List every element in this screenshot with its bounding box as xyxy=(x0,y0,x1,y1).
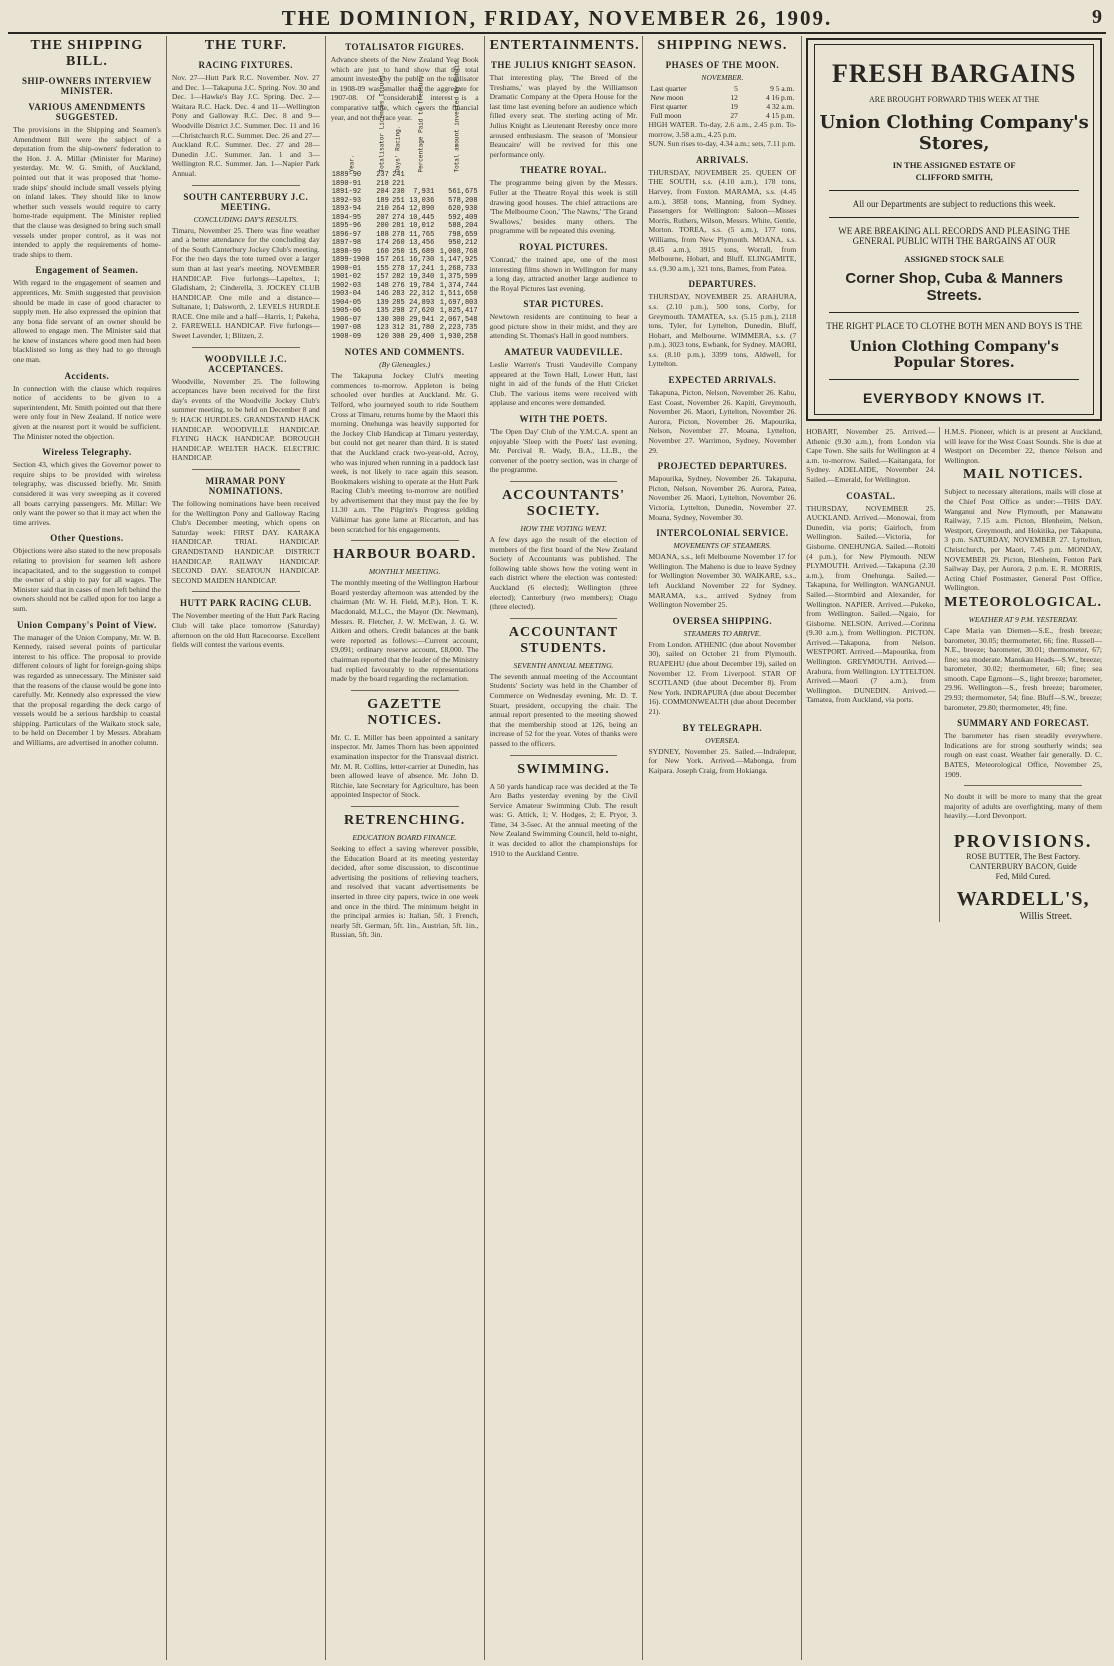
fixtures-heading: RACING FIXTURES. xyxy=(198,60,294,70)
south-canterbury-sub: CONCLUDING DAY'S RESULTS. xyxy=(193,214,299,224)
table-row xyxy=(331,333,479,342)
notes-body: The Takapuna Jockey Club's meeting commences to-morrow. Appleton is being schooled over hurdles at Auckland. Mr. G. Telford, who journeyed south to ride Southern Cross at Timaru, returns home by the Maori this morning. Onehunga was heavily supported for the Jockey Club Handicap at Timaru yesterday, but could not get nearer than third. It is stated that the Auckland crack two-year-old, Acroy, who was injured when running in a paddock last week, is not likely to race again this season. Bookmakers wishing to operate at the Hutt Park Racing Club's meeting to-morrow are notified by advertisement that they must pay the fee by 11.30 a.m. The Pilgrim's Progress gelding Valkimar has gone lame at Riccarton, and has been scratched for his engagements. xyxy=(330,371,479,534)
mail-notices-body: Subject to necessary alterations, mails will close at the Chief Post Office as under:—THIS DAY. Wanganui and New Plymouth, per Manawatu Railway, 7.15 a.m. Picton, Blenheim, Nelson, Westport, Greymouth, and Hokitika, per Takapuna, 3 p.m. SATURDAY, NOVEMBER 27. Lyttelton, Christchurch, per Maori, 7.45 p.m. MONDAY, NOVEMBER 29. Picton, Blenheim, Fenton Park Sailway Day, per Aurora, 2 p.m. E. R. MORRIS, Acting Chief Postmaster, General Post Office, Wellington. xyxy=(944,487,1103,593)
table-cell: 298 xyxy=(392,307,405,316)
summary-body: The barometer has risen steadily everywhere. Indications are for strong southerly winds; sea rough on east coast. Weather fair generally. D. C. BATES, Meteorological Office, November 25, 1909. xyxy=(944,731,1103,779)
totalisator-intro: Advance sheets of the New Zealand Year Book which are just to hand show that the total amount invested by the public on the totalisator in 1908-09 was smaller than the aggregate for 1907-08. Of considerable interest is a comparative table, which covers the financial year, and not the race year. xyxy=(330,55,479,122)
shipping-bill-body2: With regard to the engagement of seamen and apprentices, Mr. Smith suggested that provision should be made in case of good character to supply men. He also expressed the opinion that any bona fide servant of an owner should be allowed to engage men. The Minister said that he knew of instances where good men had been blacklisted so long as they had to go through one man. xyxy=(13,278,161,365)
table-cell xyxy=(435,180,478,189)
shipping-bill-sub3: Engagement of Seamen. xyxy=(35,265,139,276)
gazette-heading: GAZETTE NOTICES. xyxy=(367,696,442,728)
moon-row xyxy=(648,93,796,102)
notices-right xyxy=(940,427,1102,922)
swimming-heading: SWIMMING. xyxy=(517,761,610,777)
table-cell: 15,689 xyxy=(409,247,435,256)
swimming-body: A 50 yards handicap race was decided at the Te Aro Baths yesterday evening by the Civil Service Amateur Swimming Club. The result was: G. Attick, 1; V. Hodges, 2; E. Pryor, 3. Time, 34 3-5sec. At the annual meeting of the New Zealand Swimming Council, held to-night, it was decided to allot the championships for 1910 to the Auckland Centre. xyxy=(489,781,638,858)
oversea-heading: OVERSEA SHIPPING. xyxy=(672,615,773,626)
table-cell: 285 xyxy=(392,298,405,307)
table-cell: 282 xyxy=(392,273,405,282)
provisions-line-3: Fed, Mild Cured. xyxy=(995,872,1051,881)
table-cell: 1902-03 xyxy=(331,281,362,290)
julius-knight-heading: THE JULIUS KNIGHT SEASON. xyxy=(490,60,637,70)
miramar-body: The following nominations have been received for the Wellington Pony and Galloway Racing Club's December meeting, which opens on Saturday week: FIRST DAY. KARAKA HANDICAP. TRIAL HANDICAP. GRANDSTAND HANDICAP. DISTRICT HANDICAP. RAILWAY HANDICAP. SECOND DAY. SEATOUN HANDICAP. SECOND MAIDEN HANDICAP. xyxy=(171,499,320,585)
column-entertainments xyxy=(485,36,644,1660)
table-row xyxy=(331,307,479,316)
shipping-bill-sub4: Accidents. xyxy=(64,370,110,381)
south-canterbury-body: Timaru, November 25. There was fine weather and a better attendance for the concluding day of the South Canterbury Jockey Club's meeting. For the two days the tote turned over a larger sum than at last year's meeting. NOVEMBER HANDICAP. Five furlongs—Lapeltex, 1; Gladisham, 2; Cinderella, 3. JOCKEY CLUB HANDICAP. One mile and a distance—Sultanate, 1; Dalsworth, 2. LEVELS HURDLE RACE. One mile and a half—Harris, 1; Pakeha, 2. FAREWELL HANDICAP. Five furlongs—Sweet Lavender, 1; Blitzen, 2. xyxy=(171,225,320,341)
pioneer-body: H.M.S. Pioneer, which is at present at Auckland, will leave for the West Coast Sounds. She is due at Westport on December 22, thence Nelson and Wellington. xyxy=(944,427,1103,465)
notices-left xyxy=(806,427,940,922)
table-cell: 174 xyxy=(376,239,389,248)
accountants-body: A few days ago the result of the election of members of the first board of the New Zealand Society of Accountants was published. The following table shows how the voting went in each district where the election was contested: Auckland (6 elected); Wellington (three elected); Canterbury (two members); Otago (three elected). xyxy=(489,535,638,612)
table-cell: 1898-99 xyxy=(331,247,362,256)
shipping-bill-sub7: Union Company's Point of View. xyxy=(17,619,157,630)
table-cell: 13,456 xyxy=(409,239,435,248)
moon-row xyxy=(648,102,796,111)
table-cell: 10,445 xyxy=(409,213,435,222)
miramar-heading: MIRAMAR PONY NOMINATIONS. xyxy=(205,476,286,496)
table-cell: 1,930,258 xyxy=(439,332,478,341)
advert-departments: All our Departments are subject to reductions this week. xyxy=(852,199,1056,209)
shipping-bill-body5: Objections were also stated to the new proposals relating to provision for seamen left ashore incapacitated, and to the suggestion to compel the owner of a ship to pay for all wages. The Minister said that in cases of men left behind the owners should not be called upon for too large a sum. xyxy=(13,546,161,613)
table-cell: 157 xyxy=(376,273,389,282)
moon-table xyxy=(648,84,796,120)
totalisator-heading: TOTALISATOR FIGURES. xyxy=(345,42,465,52)
table-row xyxy=(331,231,479,240)
advert-store-name-2: Union Clothing Company's Popular Stores. xyxy=(849,339,1059,371)
union-clothing-advert xyxy=(806,38,1102,421)
table-cell: 283 xyxy=(392,290,405,299)
table-cell: 22,312 xyxy=(409,290,435,299)
masthead xyxy=(8,4,1106,34)
intercolonial-sub: MOVEMENTS OF STEAMERS. xyxy=(673,541,772,551)
moon-cell: Full moon xyxy=(650,111,682,120)
advert-divider xyxy=(829,312,1079,313)
table-cell: 620,930 xyxy=(448,205,478,214)
moon-row xyxy=(648,111,796,120)
table-cell: 1,511,650 xyxy=(439,290,478,299)
star-pictures-heading: STAR PICTURES. xyxy=(523,299,604,310)
advert-estate-name: CLIFFORD SMITH, xyxy=(915,172,993,182)
sun-info: SUN. Sun rises to-day, 4.34 a.m.; sets, 7.11 p.m. xyxy=(648,139,796,149)
harbour-body: The monthly meeting of the Wellington Harbour Board yesterday afternoon was attended by the chairman (Mr. W. H. Field, M.P.), Hon. T. K. Macdonald, M.L.C., the Mayor (Dr. Newman), Messrs. R. Fletcher, J. W. McEwan, J. G. W. Aitken and others. Credit balances at the bank were reported as follows:—Current account, £9,091; ordinary reserve account, £8,000. The chairman reported that the leader of the Ministry had replied favourably to the representations made by the board regarding the reclamation. xyxy=(330,578,479,684)
column-advert-and-notices xyxy=(802,36,1106,1660)
column-shipping-news xyxy=(643,36,802,1660)
divider xyxy=(351,806,459,807)
coastal-body: THURSDAY, NOVEMBER 25. AUCKLAND. Arrived.—Monowai, from Dunedin, via ports; Gairloch, from Wellington. Sailed.—Victoria, for Gisborne. ONEHUNGA. Sailed.—Rotoiti (4 p.m.), for New Plymouth. NEW PLYMOUTH. Arrived.—Takapuna (2.30 a.m.), from Onehunga. Sailed.—Takapuna, for Wellington. WANGANUI. Sailed.—Stormbird and Alexander, for Wellington. NAPIER. Arrived.—Pukeko, from Wellington. Sailed.—Ngaio, for Gisborne. NELSON. Arrived.—Corinna (9.30 a.m.), from Wellington. PICTON. Arrived.—Takapuna, from Nelson. WESTPORT. Arrived.—Mapourika, from Wellington. GREYMOUTH. Arrived.—Arahura, from Wellington. LYTTELTON. Arrived.—Maori (7 a.m.), from Wellington. DUNEDIN. Arrived.—Tamatea, from Auckland, via ports. xyxy=(806,503,936,705)
shipping-bill-body3: In connection with the clause which requires notice of accidents to be given to a superintendent, Mr. Smith pointed out that there were only four in New Zealand. If notice were given at the nearest port it would be sufficient. The Minister noted the objection. xyxy=(13,383,161,441)
table-row xyxy=(331,299,479,308)
table-cell: 1904-05 xyxy=(331,298,362,307)
woodville-body: Woodville, November 25. The following acceptances have been received for the first day's events of the Woodville Jockey Club's summer meeting, to be held on December 8 and 9: HACK HURDLES. GRANDSTAND HACK HANDICAP. WOODVILLE HANDICAP. FLYING HACK HANDICAP. BOROUGH HANDICAP. WELTER HACK. ELECTRIC HANDICAP. xyxy=(171,376,320,463)
south-canterbury-heading: SOUTH CANTERBURY J.C. MEETING. xyxy=(183,191,309,212)
divider xyxy=(192,185,300,186)
table-body xyxy=(331,171,479,341)
oversea-body: From London. ATHENIC (due about November 30), sailed on October 21 from Plymouth. RUAPEHU (due about December 19), sailed on November 12. From Liverpool. STAR OF SCOTLAND (due about December 8). From New York. INDRAPURA (due about December 16). COMMONWEALTH (due about December 21). xyxy=(648,639,797,716)
table-row xyxy=(331,222,479,231)
shipping-bill-body6: The manager of the Union Company, Mr. W. B. Kennedy, raised several points of particular interest to his office. The proposal to provide different colours of light for foreign-going ships was regarded as unnecessary. The Minister said that the reasons of the clause would be gone into carefully. Mr. Kennedy also expressed the view that the proposal regarding the deck cargo of vessels would be a serious hardship to coastal shipping. Particulars of the Waikato stock sale, to be held on December 1 by Messrs. Abraham and Williams, are advertised in another column. xyxy=(13,632,161,748)
telegraph-sub: OVERSEA. xyxy=(705,735,740,745)
table-cell: 1,375,599 xyxy=(439,273,478,282)
hobart-body: HOBART, November 25. Arrived.—Athenic (9.30 a.m.), from London via Cape Town. She sails for Wellington at 4 a.m. to-morrow. Sailed.—Kaitangata, for Sydney. ADELAIDE, November 24. Sailed.—Emerald, for Wellington. xyxy=(806,427,936,484)
advert-store-name: Union Clothing Company's Stores, xyxy=(819,112,1089,154)
table-cell: 218 xyxy=(376,179,389,188)
table-cell: 210 xyxy=(376,205,389,214)
theatre-royal-heading: THEATRE ROYAL. xyxy=(520,165,607,176)
advert-right-place: THE RIGHT PLACE TO CLOTHE BOTH MEN AND BOYS IS THE xyxy=(826,321,1083,331)
advert-sale: ASSIGNED STOCK SALE xyxy=(904,254,1004,264)
table-cell: 278 xyxy=(392,264,405,273)
table-cell: 24,893 xyxy=(409,298,435,307)
accountants-sub: HOW THE VOTING WENT. xyxy=(520,524,607,533)
table-cell: 130 xyxy=(376,315,389,324)
table-header-row xyxy=(331,125,479,171)
columns xyxy=(8,36,1106,1660)
harbour-sub: MONTHLY MEETING. xyxy=(368,567,441,577)
table-cell: 148 xyxy=(376,281,389,290)
table-cell: 188 xyxy=(376,230,389,239)
turf-heading: THE TURF. xyxy=(204,38,287,53)
table-row xyxy=(331,197,479,206)
table-cell: 200 xyxy=(376,222,389,231)
julius-knight-body: That interesting play, 'The Breed of the Treshams,' was played by the Williamson Dramatic Company at the Opera House for the last time last evening before an audience which filled every seat. The sterling acting of Mr. Julius Knight as Lieutenant Reresby once more aroused enthusiasm. The season of 'Monsieur Beaucaire' will be revived for this one performance only. xyxy=(489,73,638,159)
royal-pictures-body: 'Conrad,' the trained ape, one of the most interesting films shown in Wellington for many a long day, attracted another large audience to the Royal Pictures last evening. xyxy=(489,254,638,293)
divider xyxy=(351,690,459,691)
table-row xyxy=(331,324,479,333)
table-row xyxy=(331,273,479,282)
table-cell: 1894-95 xyxy=(331,213,362,222)
table-cell: 1,147,925 xyxy=(439,256,478,265)
harbour-heading: HARBOUR BOARD. xyxy=(333,547,477,563)
table-cell: 250 xyxy=(392,247,405,256)
table-cell: 1889-90 xyxy=(331,171,362,180)
advert-divider xyxy=(829,379,1079,380)
table-cell: 1,697,803 xyxy=(439,298,478,307)
table-cell: 561,675 xyxy=(448,188,478,197)
amateur-vaudeville-heading: AMATEUR VAUDEVILLE. xyxy=(504,347,623,358)
table-cell: 274 xyxy=(392,213,405,222)
shipping-bill-sub5: Wireless Telegraphy. xyxy=(42,447,132,458)
moon-cell: 5 xyxy=(734,84,738,93)
advert-headline: FRESH BARGAINS xyxy=(831,59,1077,88)
projected-departures-heading: PROJECTED DEPARTURES. xyxy=(657,461,788,472)
table-cell: 16,730 xyxy=(409,256,435,265)
provisions-line-1: ROSE BUTTER, The Best Factory. xyxy=(966,852,1081,861)
table-cell: 189 xyxy=(376,196,389,205)
moon-cell: 4 32 a.m. xyxy=(766,102,795,111)
divider xyxy=(510,481,618,482)
table-cell: 260 xyxy=(392,239,405,248)
table-cell: 120 xyxy=(376,332,389,341)
accountant-students-sub: SEVENTH ANNUAL MEETING. xyxy=(513,660,614,670)
gazette-body: Mr. C. E. Miller has been appointed a sanitary inspector. Mr. James Thorn has been appointed examination inspector for the Transvaal district. Mr. M. R. Collins, letter-carrier at Dunedin, has been allowed leave of absence. Mr. John D. Ritchie, late Secretary for Agriculture, has been appointed Inspector of Stock. xyxy=(330,732,479,800)
table-cell: 1,825,417 xyxy=(439,307,478,316)
retrenching-heading: RETRENCHING. xyxy=(344,812,466,828)
table-header-cell: Total amount invested by Public. xyxy=(453,57,461,173)
divider xyxy=(192,347,300,348)
telegraph-heading: BY TELEGRAPH. xyxy=(682,722,763,733)
theatre-royal-body: The programme being given by the Messrs. Fuller at the Theatre Royal this week is still drawing good houses. The chief attractions are 'The Melbourne Coon,' 'The Nawns,' 'The Grand Swallows,' besides many others. The programme will be repeated this evening. xyxy=(489,178,638,236)
wardells-name: WARDELL'S, xyxy=(956,888,1090,910)
notes-heading: NOTES AND COMMENTS. xyxy=(344,347,465,358)
table-cell: 7,931 xyxy=(413,188,435,197)
masthead-title: THE DOMINION, FRIDAY, NOVEMBER 26, 1909. xyxy=(281,6,833,30)
with-the-poets-heading: WITH THE POETS. xyxy=(519,414,608,425)
intercolonial-heading: INTERCOLONIAL SERVICE. xyxy=(656,528,789,539)
divider xyxy=(510,618,618,619)
table-cell: 1895-96 xyxy=(331,222,362,231)
arrivals-body: THURSDAY, NOVEMBER 25. QUEEN OF THE SOUTH, s.s. (4.10 a.m.), 178 tons, Harvey, from Foxton. MARAMA, s.s. (4.45 a.m.), 3858 tons, Manning, from Sydney. Passengers for Wellington: Saloon—Misses Morris, Ruthers, Wilson, Messrs. White, Gentle, Morton. TOREA, s.s. (5 a.m.), 177 tons, Williams, from New Plymouth. MOANA, s.s. (8.45 a.m.), 3915 tons, Worrall, from Melbourne, Hobart, and Bluff. ELINGAMITE, s.s. (9.30 a.m.), 321 tons, Barnes, from Patea. xyxy=(648,167,797,273)
accountants-heading: ACCOUNTANTS' SOCIETY. xyxy=(502,488,625,519)
table-cell: 588,204 xyxy=(448,222,478,231)
column-shipping-bill xyxy=(8,36,167,1660)
royal-pictures-heading: ROYAL PICTURES. xyxy=(519,241,608,252)
provisions-heading: PROVISIONS. xyxy=(953,831,1093,851)
table-cell: 251 xyxy=(392,196,405,205)
table-cell xyxy=(406,180,436,189)
table-header-cell: Totalisator Licences Issued. xyxy=(378,71,386,173)
table-cell: 1893-94 xyxy=(331,205,362,214)
table-cell: 1905-06 xyxy=(331,307,362,316)
moon-cell: New moon xyxy=(650,93,684,102)
accountant-students-body: The seventh annual meeting of the Accountant Students' Society was held in the Chamber of Commerce on Wednesday evening, Mr. D. T. Stuart, president, occupying the chair. The annual report presented to the meeting showed that the membership stood at 126, being an increase of 52 for the year. Votes of thanks were passed to the officers. xyxy=(489,671,638,748)
shipping-bill-body1: The provisions in the Shipping and Seamen's Amendment Bill were the subject of a deputation from the ship-owners' federation to the Hon. J. A. Millar (Minister for Marine) yesterday. Mr. W. G. Smith, of Auckland, pointed out that it was proposed that 'home-trade ships' should include small vessels plying on inland lakes. They should like to know whether such vessels would require to carry home-trade equipment. The Minister replied that the clause was designed to bring such small vessels under proper control, as it was not intended to apply the requirements of home-trade ships to them. xyxy=(13,125,161,259)
table-header-cell: Year. xyxy=(348,154,356,173)
arrivals-heading: ARRIVALS. xyxy=(696,154,749,165)
table-cell: 308 xyxy=(392,332,405,341)
table-header-cell: Days' Racing. xyxy=(394,125,402,173)
table-row xyxy=(331,265,479,274)
divider xyxy=(964,785,1082,786)
table-cell: 19,340 xyxy=(409,273,435,282)
amateur-vaudeville-body: Leslie Warren's Trusti Vaudeville Company appeared at the Town Hall, Lower Hutt, last night in aid of the funds of the Hutt Cricket Club. The various items were received with applause and encores were demanded. xyxy=(489,360,638,408)
table-cell: 1901-02 xyxy=(331,273,362,282)
advert-inner xyxy=(814,44,1094,415)
table-cell: 12,890 xyxy=(409,205,435,214)
moon-month: NOVEMBER. xyxy=(701,73,744,82)
divider xyxy=(351,540,459,541)
table-cell: 155 xyxy=(376,264,389,273)
table-cell: 204 xyxy=(376,188,389,197)
moon-cell: 27 xyxy=(730,111,738,120)
divider xyxy=(510,755,618,756)
provisions-line-2: CANTERBURY BACON, Guide xyxy=(969,862,1077,871)
table-cell: 950,212 xyxy=(448,239,478,248)
notices-split xyxy=(806,427,1102,922)
divider xyxy=(192,469,300,470)
table-cell: 2,067,548 xyxy=(439,315,478,324)
divider xyxy=(192,591,300,592)
expected-arrivals-body: Takapuna, Picton, Nelson, November 26. Kahu, East Coast, November 26. Kapiti, Greymouth, November 26. Maori, Lyttelton, November 26. Aurora, Picton, November 26. Mapourika, Nelson, November 27. Moana, Lyttelton, November 27. Warrimoo, Sydney, November 29. xyxy=(648,388,797,455)
projected-departures-body: Mapourika, Sydney, November 26. Takapuna, Picton, Nelson, November 26. Aurora, Patea, November 26. Maori, Lyttelton, November 26. Victoria, Lyttelton, Dunedin, November 27. Moana, Sydney, November 30. xyxy=(648,474,797,522)
table-cell: 1900-01 xyxy=(331,264,362,273)
table-cell: 17,241 xyxy=(409,264,435,273)
advert-divider xyxy=(829,217,1079,218)
table-cell: 207 xyxy=(376,213,389,222)
table-cell: 1892-93 xyxy=(331,196,362,205)
table-cell: 278 xyxy=(392,230,405,239)
moon-cell: 9 5 a.m. xyxy=(770,84,795,93)
provisions-advert xyxy=(944,831,1102,922)
table-row xyxy=(331,214,479,223)
entertainments-heading: ENTERTAINMENTS. xyxy=(489,38,640,53)
summary-heading: SUMMARY AND FORECAST. xyxy=(957,718,1090,729)
table-cell: 29,400 xyxy=(409,332,435,341)
mail-notices-heading: MAIL NOTICES. xyxy=(962,467,1084,483)
table-cell: 1908-09 xyxy=(331,332,362,341)
table-row xyxy=(331,180,479,189)
advert-slogan: EVERYBODY KNOWS IT. xyxy=(862,390,1046,406)
table-cell: 241 xyxy=(392,171,405,180)
telegraph-body: SYDNEY, November 25. Sailed.—Indralepur, for New York. Arrived.—Mabonga, from Kaipara. Joseph Craig, from Hokianga. xyxy=(648,746,797,775)
table-cell: 160 xyxy=(376,247,389,256)
table-cell: 300 xyxy=(392,315,405,324)
table-cell: 1,008,768 xyxy=(439,247,478,256)
table-row xyxy=(331,188,479,197)
table-cell: 230 xyxy=(392,188,405,197)
table-cell: 1,374,744 xyxy=(439,281,478,290)
table-cell: 31,780 xyxy=(409,324,435,333)
advert-breaking-records: WE ARE BREAKING ALL RECORDS AND PLEASING THE GENERAL PUBLIC WITH THE BARGAINS AT OUR xyxy=(838,226,1071,246)
advert-divider xyxy=(829,190,1079,191)
table-cell: 10,012 xyxy=(409,222,435,231)
table-cell: 1890-91 xyxy=(331,179,362,188)
shipping-bill-sub1: SHIP-OWNERS INTERVIEW MINISTER. xyxy=(21,76,152,96)
table-cell: 1,268,733 xyxy=(439,264,478,273)
table-cell: 798,659 xyxy=(448,230,478,239)
table-cell: 1899-1900 xyxy=(331,256,370,265)
table-row xyxy=(331,205,479,214)
moon-heading: PHASES OF THE MOON. xyxy=(665,60,780,70)
table-row xyxy=(331,290,479,299)
shipping-bill-sub2: VARIOUS AMENDMENTS SUGGESTED. xyxy=(28,102,146,122)
table-header-cell: Percentage Paid to Treasury. xyxy=(417,71,424,173)
shipping-bill-body4: Section 43, which gives the Governor power to require ships to be provided with wireless telegraphy, was discussed briefly. Mr. Smith considered it was very sweeping as it covered all boats carrying passengers. Mr. Millar: We only want the power so that it may act when the time arrives. xyxy=(13,460,161,527)
retrenching-sub: EDUCATION BOARD FINANCE. xyxy=(352,832,457,842)
table-cell: 1891-92 xyxy=(331,188,362,197)
page-number: 9 xyxy=(1092,6,1102,28)
table-cell: 1896-97 xyxy=(331,230,362,239)
table-row xyxy=(331,316,479,325)
moon-cell: 12 xyxy=(730,93,738,102)
table-cell: 135 xyxy=(376,307,389,316)
table-row xyxy=(331,239,479,248)
departures-body: THURSDAY, NOVEMBER 25. ARAHURA, s.s. (2.10 p.m.), 500 tons, Corby, for Greymouth. TAMATEA, s.s. (5.15 p.m.), 2118 tons, Tyler, for Lyttelton, Dunedin, Bluff, Hobart, and Melbourne. WIMMERA, s.s. (7 p.m.), 3023 tons, Ewbank, for Sydney. MAORI, s.s. (8.10 p.m.), 3399 tons, Aldwell, for Lyttelton. xyxy=(648,292,797,369)
moon-cell: 19 xyxy=(730,102,738,111)
table-cell: 281 xyxy=(392,222,405,231)
table-cell: 592,409 xyxy=(448,213,478,222)
table-cell: 2,223,735 xyxy=(439,324,478,333)
hutt-park-heading: HUTT PARK RACING CLUB. xyxy=(179,598,312,609)
accountant-students-heading: ACCOUNTANT STUDENTS. xyxy=(508,624,619,656)
column-totalisator xyxy=(326,36,485,1660)
table-cell: 237 xyxy=(376,171,389,180)
fixtures-list: Nov. 27—Hutt Park R.C. November. Nov. 27 and Dec. 1—Takapuna J.C. Spring. Nov. 30 and Dec. 1—Hawke's Bay J.C. Spring. Dec. 2—Waitara R.C. Hack. Dec. 4 and 11—Wellington Pony and Galloway R.C. Dec. 8 and 9—Woodville District J.C. Summer. Dec. 11 and 16—Christchurch R.C. Summer. Dec. 26 and 27—Auckland R.C. Summer. Dec. 27 and 28—Dunedin J.C. Summer. Jan. 1 and 3—Wellington R.C. Summer. Jan. 1—Napier Park Annual. xyxy=(171,73,320,178)
table-cell: 13,036 xyxy=(409,196,435,205)
table-cell: 1907-08 xyxy=(331,324,362,333)
departures-heading: DEPARTURES. xyxy=(688,279,757,290)
table-cell: 157 xyxy=(376,256,389,265)
woodville-heading: WOODVILLE J.C. ACCEPTANCES. xyxy=(204,353,287,374)
advert-address: Corner Shop, Cuba & Manners Streets. xyxy=(845,270,1063,304)
table-cell: 123 xyxy=(376,324,389,333)
advert-subline: ARE BROUGHT FORWARD THIS WEEK AT THE xyxy=(868,95,1040,104)
table-cell: 1897-98 xyxy=(331,239,362,248)
table-cell: 261 xyxy=(392,256,405,265)
wardells-street: Willis Street. xyxy=(1019,911,1073,922)
star-pictures-body: Newtown residents are continuing to hear a good picture show in their midst, and they are attending St. Thomas's Hall in good numbers. xyxy=(489,312,638,341)
advert-estate: IN THE ASSIGNED ESTATE OF xyxy=(892,160,1016,170)
table-cell: 29,941 xyxy=(409,315,435,324)
column-turf xyxy=(167,36,326,1660)
moon-cell: 4 15 p.m. xyxy=(765,111,795,120)
table-cell: 139 xyxy=(376,298,389,307)
table-row xyxy=(331,248,479,257)
quote-body: No doubt it will be more to many that the great majority of adults are overfighting, many of them heavily.—Lord Devonport. xyxy=(944,792,1103,821)
table-cell: 1906-07 xyxy=(331,315,362,324)
table-row xyxy=(331,282,479,291)
coastal-heading: COASTAL. xyxy=(846,490,896,501)
table-cell: 19,784 xyxy=(409,281,435,290)
oversea-sub: STEAMERS TO ARRIVE. xyxy=(683,628,762,638)
table-cell: 578,208 xyxy=(448,196,478,205)
meteorological-heading: METEOROLOGICAL. xyxy=(944,594,1103,610)
meteorological-sub: WEATHER AT 9 P.M. YESTERDAY. xyxy=(968,614,1078,624)
shipping-news-heading: SHIPPING NEWS. xyxy=(657,38,788,53)
table-cell: 1903-04 xyxy=(331,290,362,299)
notes-byline: (By Gleneagles.) xyxy=(379,360,431,370)
table-cell: 276 xyxy=(392,281,405,290)
table-cell: 11,765 xyxy=(409,230,435,239)
tide-info: HIGH WATER. To-day, 2.6 a.m., 2.45 p.m. To-morrow, 3.58 a.m., 4.25 p.m. xyxy=(648,120,797,139)
moon-row xyxy=(648,84,796,93)
moon-cell: First quarter xyxy=(650,102,688,111)
with-the-poets-body: 'The Open Day' Club of the Y.M.C.A. spent an enjoyable 'Sleep with the Poets' last evening. Mr. Percival R. Wady, B.A., LL.B., the convener of the poetry section, was in charge of the programme. xyxy=(489,427,638,475)
moon-cell: 4 16 p.m. xyxy=(765,93,795,102)
table-cell: 27,620 xyxy=(409,307,435,316)
table-cell: 312 xyxy=(392,324,405,333)
table-row xyxy=(331,256,479,265)
meteorological-body: Cape Maria van Diemen—S.E., fresh breeze; barometer, 30.05; thermometer, 66; fine. Russell—N.E., breeze; barometer, 30.01; thermometer, 67; fine; sea moderate. Manukau Heads—S.W., breeze; barometer, 30.02; thermometer, 60; fine; sea smooth. Cape Egmont—S., light breeze; barometer, 29.96. Wellington—S., fresh breeze; barometer, 29.93; thermometer, 54; fine. Bluff—S.W., breeze; barometer, 29.80; thermometer, 49; fine. xyxy=(944,625,1103,712)
expected-arrivals-heading: EXPECTED ARRIVALS. xyxy=(668,375,777,386)
table-cell: 146 xyxy=(376,290,389,299)
table-cell: 221 xyxy=(392,179,405,188)
moon-cell: Last quarter xyxy=(650,84,687,93)
shipping-bill-heading: THE SHIPPING BILL. xyxy=(30,38,144,69)
retrenching-body: Seeking to effect a saving wherever possible, the Education Board at its meeting yesterday decided, after some discussion, to discontinue advertising the positions of relieving teachers, and resolved that vacant advertisements be inserted in three city papers, twice in one week and once in the third. The minimum height in the principal armies is: Italian, 5ft. 1 French, nearly 5ft. German, 5ft. 1in., Austrian, 5ft. 1in., Russian, 5ft. 3in. xyxy=(330,843,479,940)
intercolonial-body: MOANA, s.s., left Melbourne November 17 for Wellington. The Maheno is due to leave Sydney for Wellington November 30. WAIKARE, s.s., left Auckland November 22 for Sydney. MARAMA, s.s., arrived Sydney from Wellington November 25. xyxy=(648,552,797,610)
table-cell: 264 xyxy=(392,205,405,214)
hutt-park-body: The November meeting of the Hutt Park Racing Club will take place tomorrow (Saturday) afternoon on the old Hutt Racecourse. Excellent fields will contest the various events. xyxy=(171,611,320,650)
shipping-bill-sub6: Other Questions. xyxy=(50,533,124,544)
